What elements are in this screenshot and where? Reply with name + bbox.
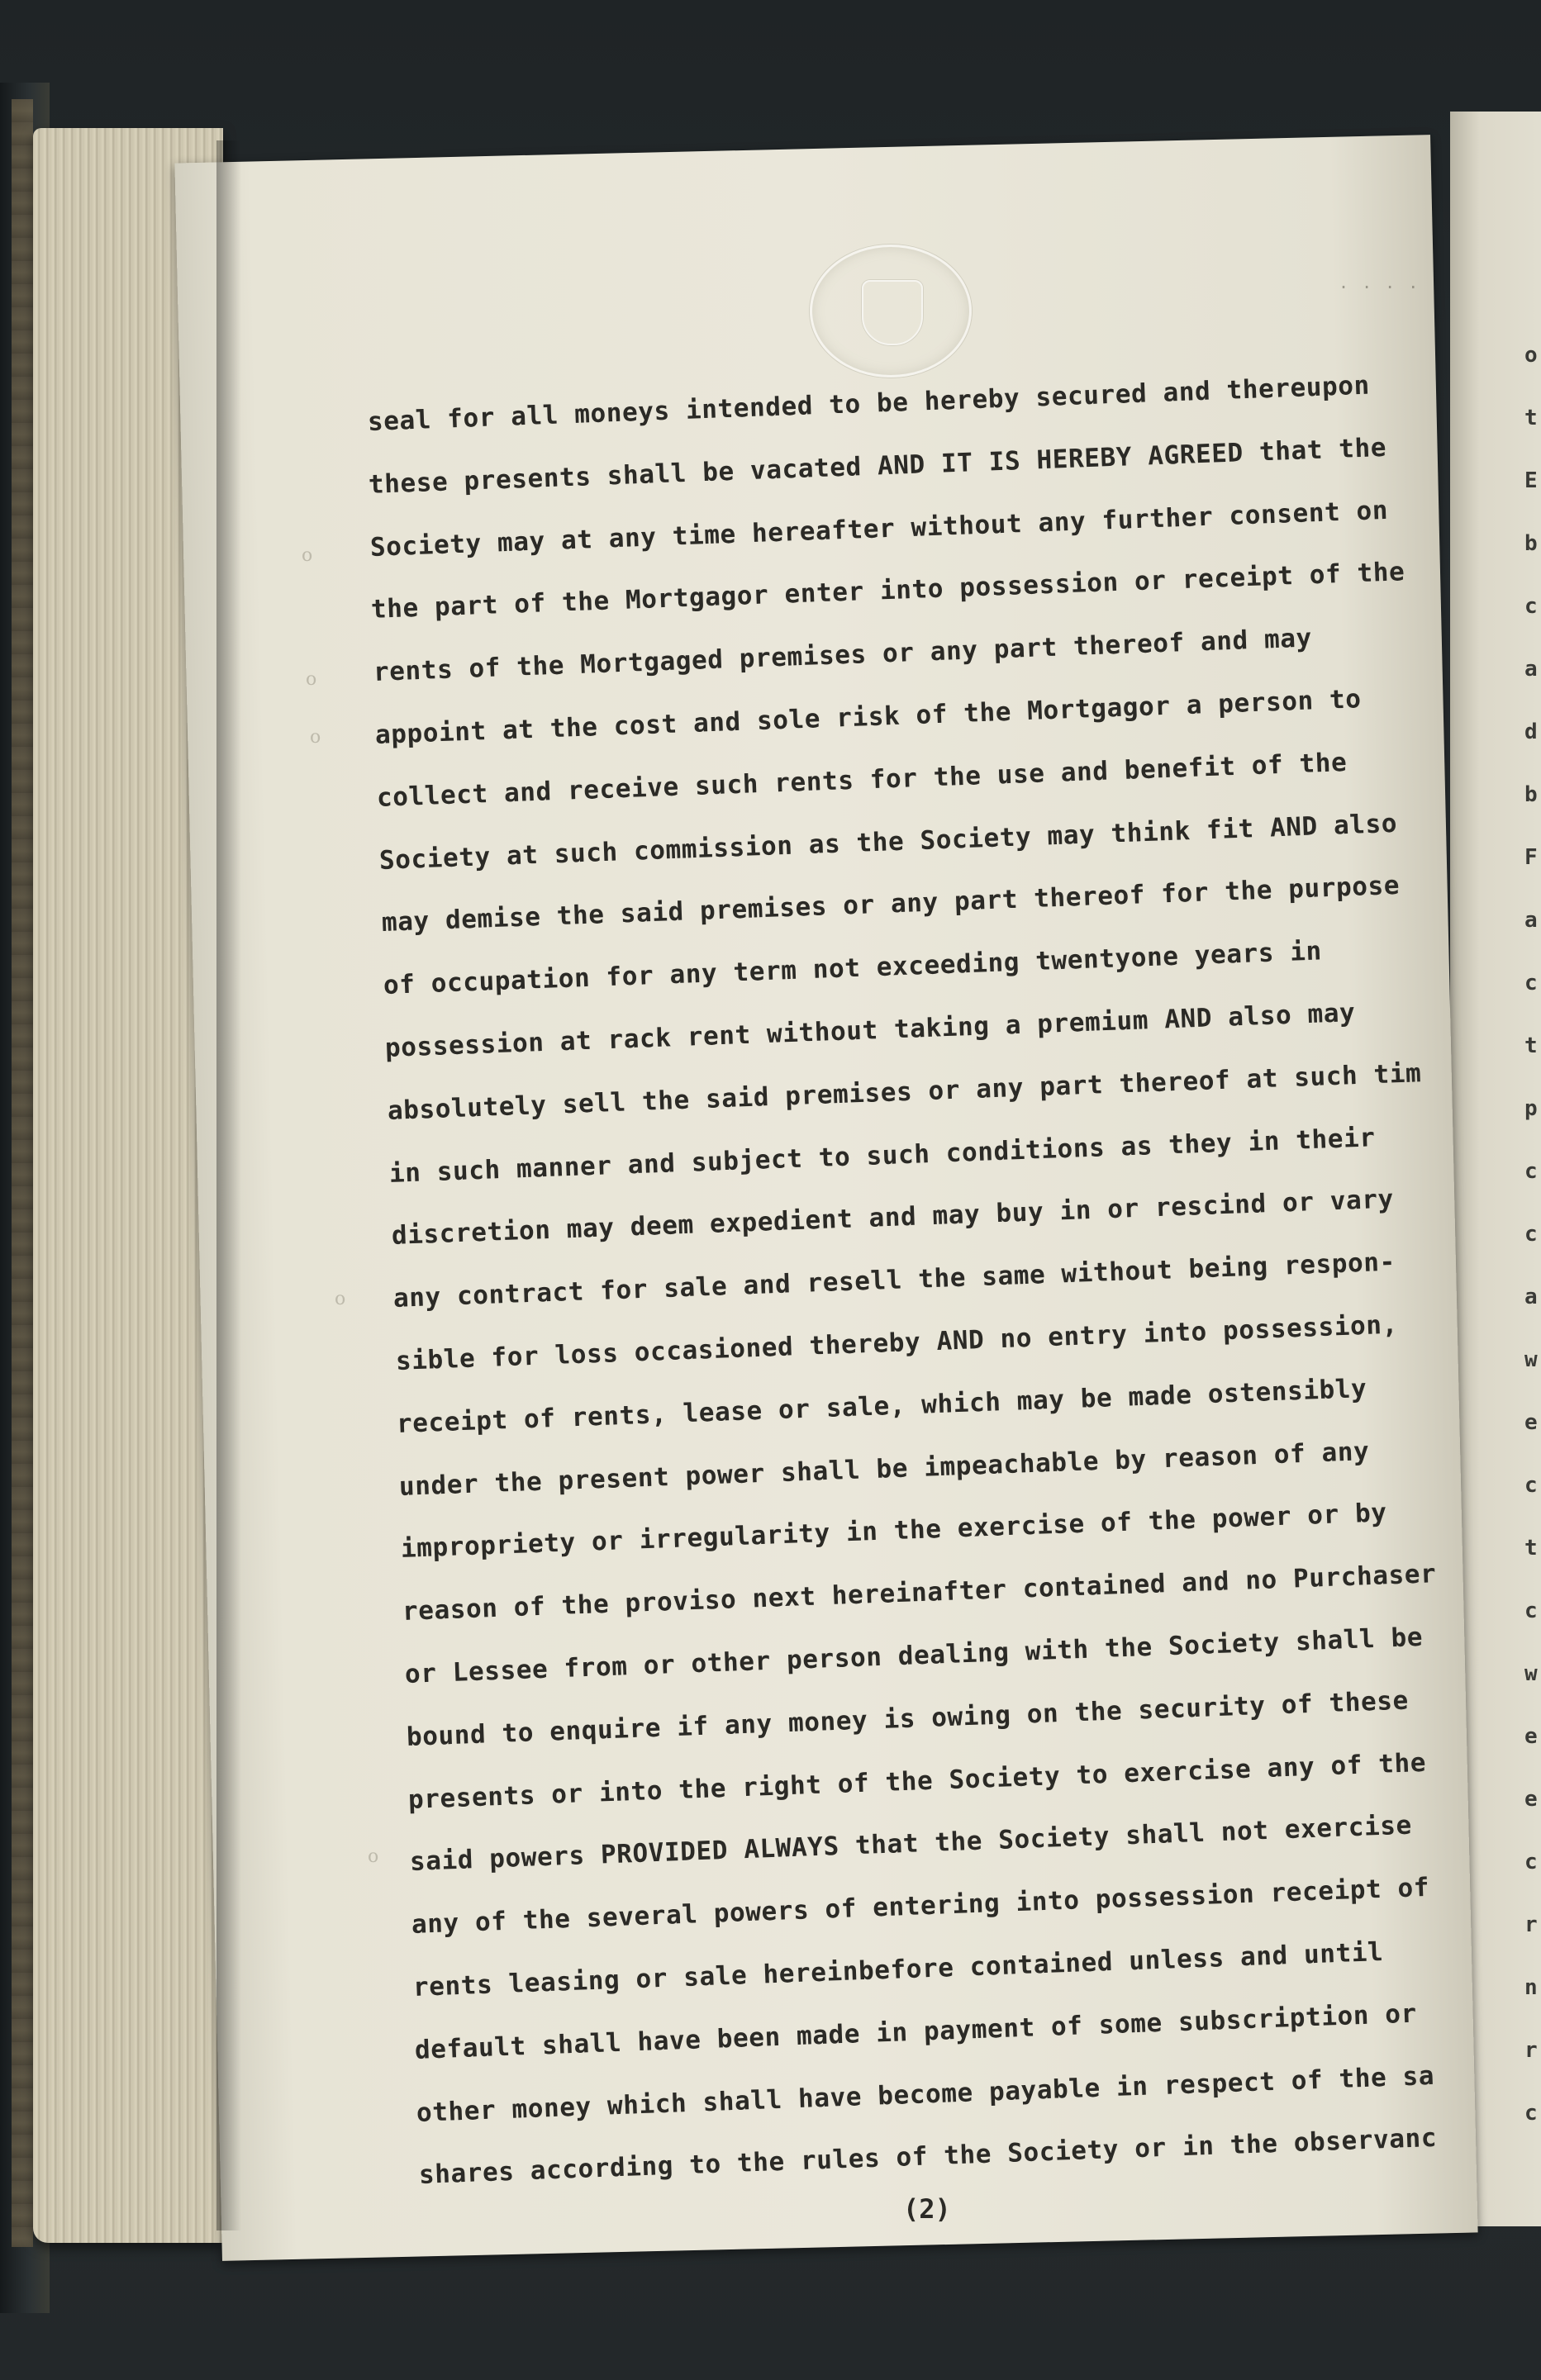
text-line: rents of the Mortgaged premises or any part thereof and may xyxy=(373,623,1313,688)
margin-mark: o xyxy=(335,1289,346,1309)
facing-page-letter: t xyxy=(1524,406,1538,430)
facing-page-letter: r xyxy=(1524,1912,1538,1937)
facing-page-letter: c xyxy=(1524,1850,1538,1874)
text-line: said powers PROVIDED ALWAYS that the Society shall not exercise xyxy=(408,1810,1413,1878)
facing-page-letter: e xyxy=(1524,1410,1538,1435)
page-number: (2) xyxy=(903,2193,951,2225)
facing-page-letter: t xyxy=(1524,1536,1538,1561)
margin-mark: o xyxy=(310,727,321,748)
facing-page-letter: a xyxy=(1524,908,1538,933)
text-line: impropriety or irregularity in the exercise of the power or by xyxy=(400,1498,1388,1565)
text-line: rents leasing or sale hereinbefore contained unless and until xyxy=(412,1936,1384,2002)
text-line: bound to enquire if any money is owing on the security of these xyxy=(406,1685,1410,1752)
facing-page-letter: b xyxy=(1524,782,1538,807)
text-line: these presents shall be vacated AND IT IS HEREBY AGREED that the xyxy=(368,432,1387,500)
facing-page-letter: c xyxy=(1524,1222,1538,1247)
facing-page-letter: b xyxy=(1524,531,1538,556)
facing-page-letter: e xyxy=(1524,1787,1538,1812)
facing-page-letter: w xyxy=(1524,1661,1538,1686)
text-line: seal for all moneys intended to be hereby secured and thereupon xyxy=(367,370,1371,437)
text-line: any of the several powers of entering into possession receipt of xyxy=(411,1873,1430,1941)
text-line: shares according to the rules of the Society or in the observanc xyxy=(417,2123,1438,2191)
embossed-seal-icon xyxy=(810,245,972,378)
facing-page-letter: c xyxy=(1524,594,1538,619)
text-line: Society may at any time hereafter without any further consent on xyxy=(369,495,1389,563)
text-line: of occupation for any term not exceeding twentyone years in xyxy=(383,936,1323,1001)
text-line: under the present power shall be impeachable by reason of any xyxy=(398,1436,1370,1502)
text-line: default shall have been made in payment of some subscription or xyxy=(414,1998,1418,2065)
facing-page-letter: c xyxy=(1524,2101,1538,2126)
facing-page-letter: o xyxy=(1524,343,1538,368)
seal-crest-icon xyxy=(862,280,923,345)
text-line: sible for loss occasioned thereby AND no entry into possession, xyxy=(395,1309,1399,1376)
text-line: Society at such commission as the Society may think fit AND also xyxy=(378,808,1398,876)
facing-page-letter: c xyxy=(1524,1159,1538,1184)
facing-page-letter: p xyxy=(1524,1096,1538,1121)
facing-page-letter: w xyxy=(1524,1347,1538,1372)
facing-page-letter: t xyxy=(1524,1033,1538,1058)
facing-page-letter: a xyxy=(1524,1285,1538,1309)
facing-page-letter: n xyxy=(1524,1975,1538,2000)
margin-mark: o xyxy=(368,1846,379,1867)
facing-page-letter: c xyxy=(1524,1473,1538,1498)
margin-mark: o xyxy=(302,545,313,566)
gutter-shadow xyxy=(216,140,241,2230)
text-line: reason of the proviso next hereinafter contained and no Purchaser xyxy=(402,1559,1438,1627)
margin-mark: o xyxy=(306,669,317,690)
text-line: collect and receive such rents for the use and benefit of the xyxy=(376,747,1348,813)
facing-page-letter: e xyxy=(1524,1724,1538,1749)
facing-page-letter: F xyxy=(1524,845,1538,870)
book-spine-edge xyxy=(12,99,33,2247)
text-line: any contract for sale and resell the same without being respon- xyxy=(392,1247,1396,1314)
text-line: may demise the said premises or any part thereof for the purpose xyxy=(380,871,1401,938)
faint-corner-mark: . . . . xyxy=(1339,273,1420,292)
text-line: receipt of rents, lease or sale, which may be made ostensibly xyxy=(396,1373,1368,1439)
facing-page-letter: c xyxy=(1524,1599,1538,1623)
text-line: in such manner and subject to such conditions as they in their xyxy=(388,1122,1377,1189)
text-line: possession at rack rent without taking a premium AND also may xyxy=(384,997,1357,1063)
facing-page-letter: a xyxy=(1524,657,1538,682)
text-line: presents or into the right of the Society to exercise any of the xyxy=(407,1747,1427,1815)
text-line: discretion may deem expedient and may buy in or rescind or vary xyxy=(390,1184,1395,1252)
facing-page-letter: r xyxy=(1524,2038,1538,2063)
text-line: the part of the Mortgagor enter into possession or receipt of the xyxy=(370,557,1406,625)
text-line: other money which shall have become payable in respect of the sa xyxy=(416,2060,1436,2128)
text-line: or Lessee from or other person dealing with the Society shall be xyxy=(403,1622,1424,1689)
text-line: appoint at the cost and sole risk of the Mortgagor a person to xyxy=(374,684,1363,750)
facing-page-letter: d xyxy=(1524,720,1538,744)
text-line: absolutely sell the said premises or any part thereof at such tim xyxy=(386,1057,1422,1126)
facing-page-letter: c xyxy=(1524,971,1538,995)
facing-page-letter: E xyxy=(1524,468,1538,493)
